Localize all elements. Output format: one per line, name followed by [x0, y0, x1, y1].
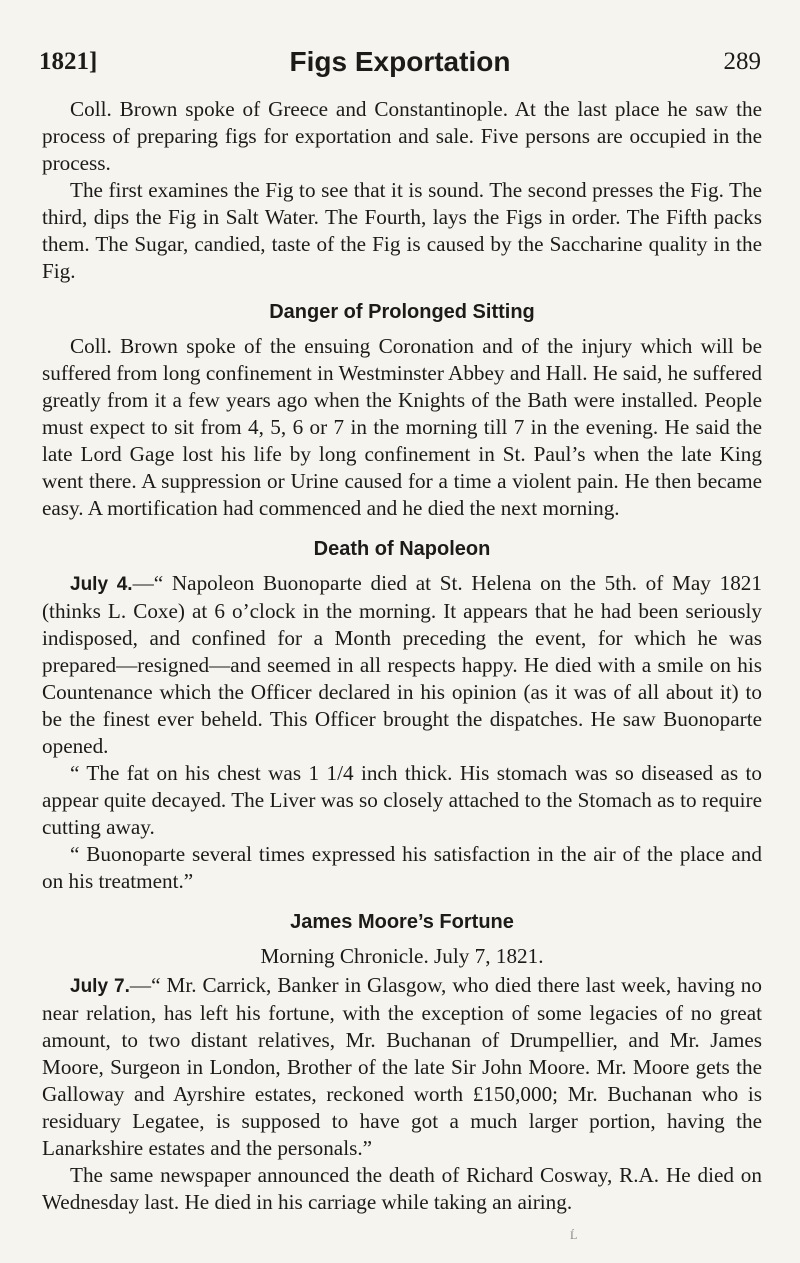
- header-year: 1821]: [39, 48, 98, 75]
- running-header: [39, 48, 761, 88]
- figs-paragraph-2: The first examines the Fig to see that it is sound. The second presses the Fig. The third, dips the Fig in Salt Water. The Fourth, lays the Figs in order. The Fifth packs them. The Sugar, candied, taste of the Fig is caused by the Saccharine quality in the Fig.: [42, 178, 762, 283]
- napoleon-paragraph-2: “ The fat on his chest was 1 1/4 inch thick. His stomach was so diseased as to appear quite decayed. The Liver was so closely attached to the Stomach as to require cutting away.: [42, 761, 762, 839]
- page-body: [42, 96, 762, 1216]
- section-heading-moore: James Moore’s Fortune: [290, 911, 514, 933]
- section-heading-sitting: Danger of Prolonged Sitting: [269, 301, 535, 323]
- moore-date: July 7.: [70, 976, 130, 997]
- footer-mark: Ĺ: [570, 1228, 578, 1242]
- sitting-paragraph: Coll. Brown spoke of the ensuing Coronation and of the injury which will be suffered from long confinement in Westminster Abbey and Hall. He said, he suffered greatly from it a few years ago when the Knights of the Bath were installed. People must expect to sit from 4, 5, 6 or 7 in the morning till 7 in the evening. He said the late Lord Gage lost his life by long confinement in St. Paul’s when the late King went there. A suppression or Urine caused for a time a violent pain. He then became easy. A mortification had commenced and he died the next morning.: [42, 334, 762, 520]
- napoleon-paragraph-3: “ Buonoparte several times expressed his satisfaction in the air of the place and on his treatment.”: [42, 842, 762, 893]
- figs-paragraph-1: Coll. Brown spoke of Greece and Constantinople. At the last place he saw the process of preparing figs for exportation and sale. Five persons are occupied in the process.: [42, 97, 762, 175]
- moore-paragraph-1: July 7.—“ Mr. Carrick, Banker in Glasgow, who died there last week, having no near relation, has left his fortune, with the exception of some legacies of no great amount, to two distant relatives, Mr. Buchanan of Drumpellier, and Mr. James Moore, Surgeon in London, Brother of the late Sir John Moore. Mr. Moore gets the Galloway and Ayrshire estates, reckoned worth £150,000; Mr. Buchanan who is residuary Legatee, is supposed to have got a much larger portion, having the Lanarkshire estates and the personals.”: [42, 973, 762, 1160]
- header-title: Figs Exportation: [289, 46, 511, 77]
- moore-paragraph-2: The same newspaper announced the death of Richard Cosway, R.A. He died on Wednesday last. He died in his carriage while taking an airing.: [42, 1163, 762, 1214]
- section-heading-napoleon: Death of Napoleon: [313, 538, 491, 560]
- napoleon-date: July 4.: [70, 574, 133, 595]
- napoleon-paragraph-1: July 4.—“ Napoleon Buonoparte died at St. Helena on the 5th. of May 1821 (thinks L. Coxe) at 6 o’clock in the morning. It appears that he had been seriously indisposed, and confined for a Month preceding the event, for which he was prepared—resigned—and seemed in all respects happy. He died with a smile on his Countenance which the Officer declared in his opinion (as it was of all about it) to be the finest ever beheld. This Officer brought the dispatches. He saw Buonoparte opened.: [42, 571, 762, 758]
- page-number: 289: [723, 48, 761, 75]
- moore-source-line: Morning Chronicle. July 7, 1821.: [260, 944, 544, 968]
